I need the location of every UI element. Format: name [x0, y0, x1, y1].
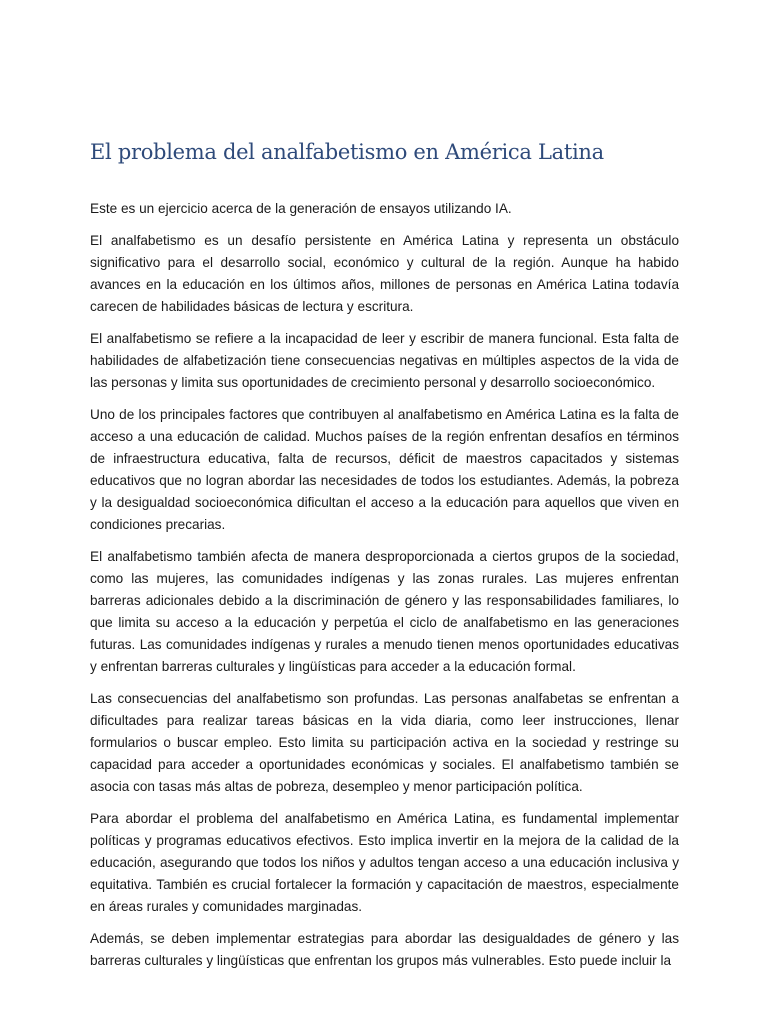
paragraph: El analfabetismo se refiere a la incapacidad de leer y escribir de manera funcional. Esta falta de habilidades de alfabetización tiene consecuencias negativas en múltiples aspectos de la vida de las personas y limita sus oportunidades de crecimiento personal y desarrollo socioeconómico.: [90, 331, 679, 390]
paragraph: Las consecuencias del analfabetismo son profundas. Las personas analfabetas se enfrentan a dificultades para realizar tareas básicas en la vida diaria, como leer instrucciones, llenar formularios o buscar empleo. Esto limita su participación activa en la sociedad y restringe su capacidad para acceder a oportunidades económicas y sociales. El analfabetismo también se asocia con tasas más altas de pobreza, desempleo y menor participación política.: [90, 691, 679, 794]
document-body: [90, 198, 679, 982]
paragraph-truncated: Además, se deben implementar estrategias para abordar las desigualdades de género y las barreras culturales y lingüísticas que enfrentan los grupos más vulnerables. Esto puede incluir la: [90, 931, 679, 968]
document-page: [90, 0, 679, 1024]
paragraph: Para abordar el problema del analfabetismo en América Latina, es fundamental implementar políticas y programas educativos efectivos. Esto implica invertir en la mejora de la calidad de la educación, asegurando que todos los niños y adultos tengan acceso a una educación inclusiva y equitativa. También es crucial fortalecer la formación y capacitación de maestros, especialmente en áreas rurales y comunidades marginadas.: [90, 811, 679, 914]
paragraph: El analfabetismo es un desafío persistente en América Latina y representa un obstáculo significativo para el desarrollo social, económico y cultural de la región. Aunque ha habido avances en la educación en los últimos años, millones de personas en América Latina todavía carecen de habilidades básicas de lectura y escritura.: [90, 233, 679, 314]
paragraph: El analfabetismo también afecta de manera desproporcionada a ciertos grupos de la sociedad, como las mujeres, las comunidades indígenas y las zonas rurales. Las mujeres enfrentan barreras adicionales debido a la discriminación de género y las responsabilidades familiares, lo que limita su acceso a la educación y perpetúa el ciclo de analfabetismo en las generaciones futuras. Las comunidades indígenas y rurales a menudo tienen menos oportunidades educativas y enfrentan barreras culturales y lingüísticas para acceder a la educación formal.: [90, 549, 679, 674]
paragraph: Uno de los principales factores que contribuyen al analfabetismo en América Latina es la falta de acceso a una educación de calidad. Muchos países de la región enfrentan desafíos en términos de infraestructura educativa, falta de recursos, déficit de maestros capacitados y sistemas educativos que no logran abordar las necesidades de todos los estudiantes. Además, la pobreza y la desigualdad socioeconómica dificultan el acceso a la educación para aquellos que viven en condiciones precarias.: [90, 407, 679, 532]
document-title: El problema del analfabetismo en América Latina: [90, 140, 604, 164]
paragraph-intro: Este es un ejercicio acerca de la generación de ensayos utilizando IA.: [90, 201, 512, 216]
